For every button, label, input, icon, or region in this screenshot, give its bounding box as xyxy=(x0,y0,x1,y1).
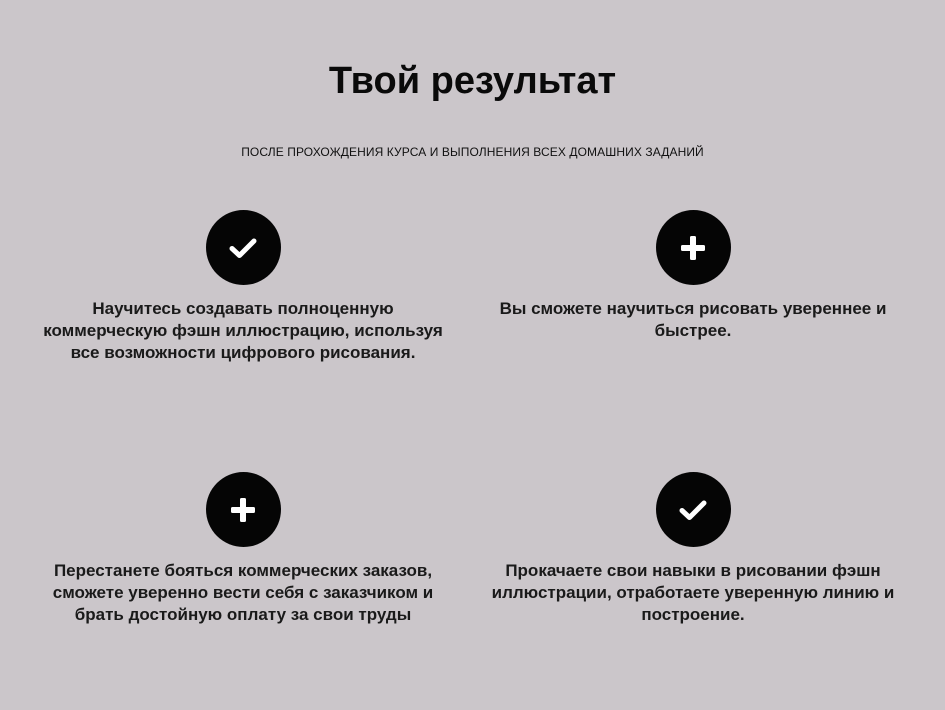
result-card xyxy=(33,210,453,364)
result-text: Научитесь создавать полноценную коммерческую фэшн иллюстрацию, используя все возможности цифрового рисования. xyxy=(43,299,443,362)
page-title: Твой результат xyxy=(328,60,617,102)
check-icon xyxy=(206,210,281,285)
page-subtitle: ПОСЛЕ ПРОХОЖДЕНИЯ КУРСА И ВЫПОЛНЕНИЯ ВСЕХ ДОМАШНИХ ЗАДАНИЙ xyxy=(241,145,704,159)
result-text: Прокачаете свои навыки в рисовании фэшн иллюстрации, отработаете уверенную линию и построение. xyxy=(491,561,895,624)
plus-icon xyxy=(656,210,731,285)
plus-icon xyxy=(206,472,281,547)
result-text: Перестанете бояться коммерческих заказов, сможете уверенно вести себя с заказчиком и брать достойную оплату за свои труды xyxy=(52,561,434,624)
check-icon xyxy=(656,472,731,547)
result-text: Вы сможете научиться рисовать увереннее и быстрее. xyxy=(499,299,887,340)
result-card xyxy=(33,472,453,626)
result-card xyxy=(483,210,903,342)
result-card xyxy=(483,472,903,626)
